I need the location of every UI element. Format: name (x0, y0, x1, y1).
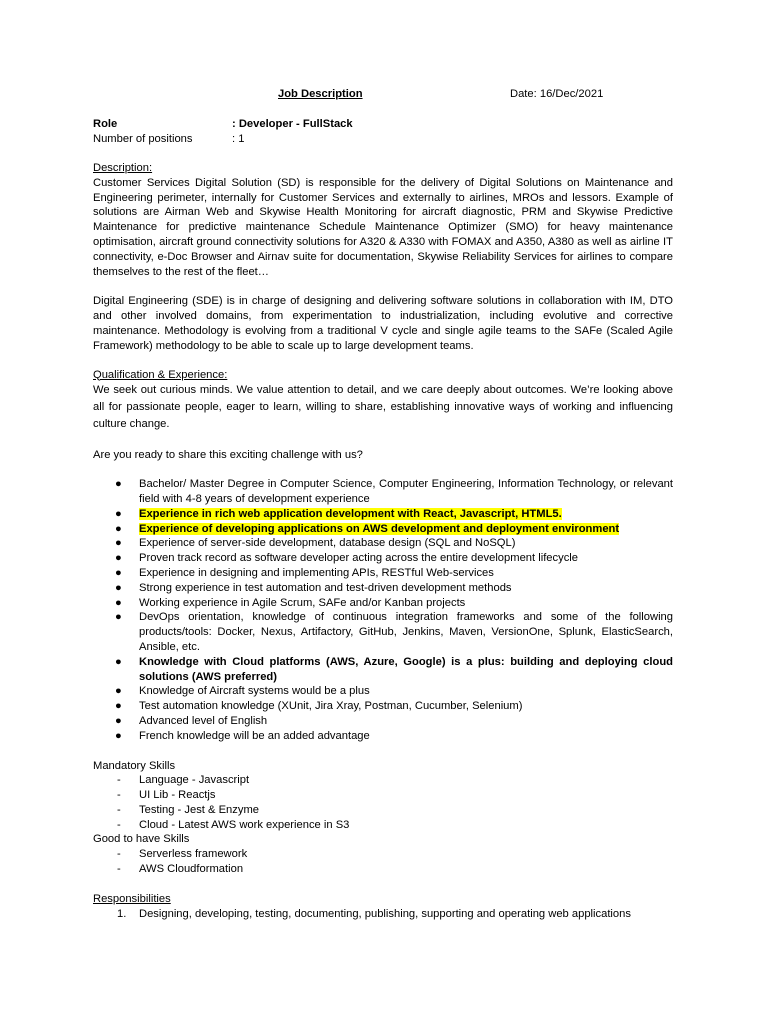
document-date: Date: 16/Dec/2021 (510, 88, 604, 100)
list-item: ● Proven track record as software developer acting across the entire development lifecycle (115, 552, 579, 565)
role-value: : Developer - FullStack (232, 118, 353, 130)
bullet-icon: ● (115, 581, 122, 594)
list-item: 1. Designing, developing, testing, documenting, publishing, supporting and operating web applications (117, 907, 631, 920)
list-item: - Testing - Jest & Enzyme (117, 803, 259, 816)
role-label: Role (93, 118, 118, 130)
responsibilities-heading: Responsibilities (93, 892, 171, 905)
qualification-paragraph: We seek out curious minds. We value attention to detail, and we care deeply about outcomes. We’re looking above all for passionate people, eager to learn, willing to share, establishing innovative ways of working and influencing culture change. (93, 384, 673, 431)
list-item: - Serverless framework (117, 848, 248, 861)
bullet-icon: ● (115, 566, 122, 579)
bullet-icon: ● (115, 700, 122, 713)
positions-value: : 1 (232, 133, 245, 145)
bullet-icon: ● (115, 611, 122, 624)
requirements-list (93, 477, 673, 743)
dash-marker: - (117, 774, 121, 787)
description-paragraph-2: Digital Engineering (SDE) is in charge of designing and delivering software solutions in collaboration with IM, DTO and other involved domains, from experimentation to industrialization, including evolutive and corrective maintenance. Methodology is evolving from a traditional V cycle and single agile teams to the SAFe (Scaled Agile Framework) methodology to be able to scale up to large development teams. (93, 295, 673, 352)
good-to-have-heading: Good to have Skills (93, 833, 190, 846)
list-item: - UI Lib - Reactjs (117, 789, 216, 802)
dash-marker: - (117, 818, 121, 831)
list-item: - Cloud - Latest AWS work experience in S3 (117, 818, 350, 831)
list-item: ● Knowledge of Aircraft systems would be a plus (115, 685, 370, 698)
list-item: - Language - Javascript (117, 774, 250, 787)
dash-marker: - (117, 863, 121, 876)
bullet-icon: ● (115, 729, 122, 742)
qualification-heading: Qualification & Experience: (93, 368, 228, 381)
qualification-question: Are you ready to share this exciting challenge with us? (93, 449, 363, 462)
list-item (93, 507, 673, 522)
list-item: - AWS Cloudformation (117, 863, 244, 876)
document-header (93, 87, 673, 103)
dash-marker: - (117, 803, 121, 816)
role-row (93, 117, 673, 132)
positions-row (93, 132, 673, 147)
bullet-icon: ● (115, 596, 122, 609)
dash-marker: - (117, 848, 121, 861)
bullet-icon: ● (115, 655, 122, 668)
number-marker: 1. (117, 907, 127, 920)
mandatory-skills-heading: Mandatory Skills (93, 759, 176, 772)
bullet-icon: ● (115, 552, 122, 565)
good-to-have-list (93, 847, 673, 877)
list-item: ● Experience in designing and implementing APIs, RESTful Web-services (115, 566, 494, 579)
highlighted-text: Experience in rich web application development with React, Javascript, HTML5. (139, 507, 562, 520)
bullet-icon: ● (115, 507, 122, 520)
list-item: ● Advanced level of English (115, 714, 268, 727)
document-page (93, 87, 673, 921)
positions-label: Number of positions (93, 133, 193, 145)
list-item (93, 522, 673, 537)
list-item: ● DevOps orientation, knowledge of continuous integration frameworks and some of the following products/tools: Docker, Nexus, Artifactory, GitHub, Jenkins, Maven, VersionOne, Splunk, ElasticSearch, Ansible, etc. (115, 611, 673, 653)
bullet-icon: ● (115, 714, 122, 727)
list-item: ● Experience of server-side development, database design (SQL and NoSQL) (115, 537, 516, 550)
bullet-icon: ● (115, 478, 122, 491)
list-item: ● Bachelor/ Master Degree in Computer Science, Computer Engineering, Information Technology, or relevant field with 4-8 years of development experience (115, 478, 673, 505)
description-heading: Description: (93, 162, 153, 174)
document-title: Job Description (278, 88, 363, 100)
list-item: ● Strong experience in test automation and test-driven development methods (115, 581, 512, 594)
bullet-icon: ● (115, 685, 122, 698)
list-item: ● Knowledge with Cloud platforms (AWS, Azure, Google) is a plus: building and deploying cloud solutions (AWS preferred) (115, 655, 673, 683)
responsibilities-list (93, 907, 673, 922)
list-item: ● Working experience in Agile Scrum, SAFe and/or Kanban projects (115, 596, 466, 609)
mandatory-skills-list (93, 773, 673, 832)
description-paragraph-1: Customer Services Digital Solution (SD) is responsible for the delivery of Digital Solutions on Maintenance and Engineering perimeter, internally for Customer Services and externally to airlines, MROs and lessors. Example of solutions are Airman Web and Skywise Health Monitoring for aircraft diagnostic, PRM and Skywise Predictive Maintenance for predictive maintenance Schedule Maintenance Optimizer (SMO) for heavy maintenance optimisation, aircraft ground connectivity solutions for A320 & A330 with FOMAX and A350, A380 as well as airline IT connectivity, e-Doc Browser and Airnav suite for documentation, Skywise Reliability Services for airlines to compare themselves to the rest of the fleet… (93, 176, 673, 278)
bullet-icon: ● (115, 522, 122, 535)
list-item: ● French knowledge will be an added advantage (115, 729, 370, 742)
highlighted-text: Experience of developing applications on AWS development and deployment environment (139, 522, 620, 535)
dash-marker: - (117, 789, 121, 802)
list-item: ● Test automation knowledge (XUnit, Jira Xray, Postman, Cucumber, Selenium) (115, 700, 523, 713)
bullet-icon: ● (115, 537, 122, 550)
